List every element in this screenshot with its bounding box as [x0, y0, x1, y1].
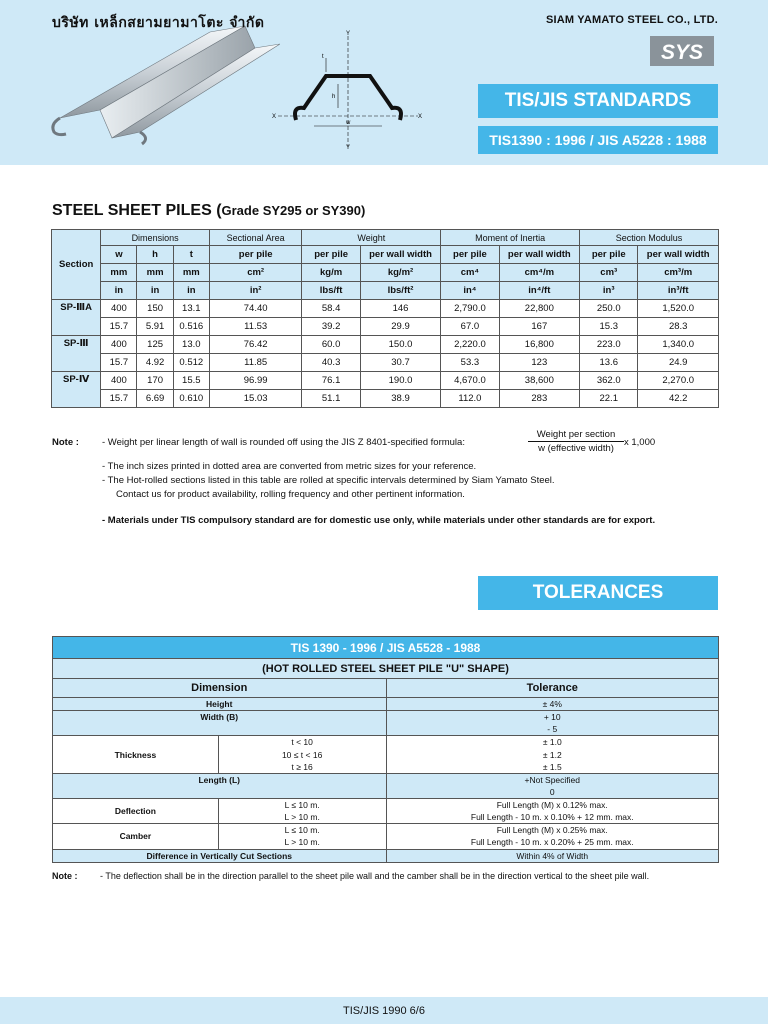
tolerance-table: [52, 636, 719, 863]
cell: 146: [360, 300, 440, 318]
row-label: Height: [53, 698, 387, 711]
company-thai-name: บริษัท เหล็กสยามยามาโตะ จำกัด: [52, 15, 265, 31]
table-row: [52, 300, 719, 318]
cell: 0.610: [173, 390, 209, 408]
cell: 123: [499, 354, 579, 372]
tolerance-subtitle: (HOT ROLLED STEEL SHEET PILE "U" SHAPE): [53, 659, 719, 679]
sheet-pile-illustration: [40, 20, 280, 155]
cell: 11.85: [209, 354, 302, 372]
dim-h-label: h: [332, 94, 336, 100]
note-label: Note :: [52, 437, 79, 448]
unit-inch: in: [101, 282, 137, 300]
standards-subtitle: TIS1390 : 1996 / JIS A5228 : 1988: [478, 126, 718, 154]
cell: 15.7: [101, 318, 137, 336]
footer-text: TIS/JIS 1990 6/6: [343, 1005, 425, 1017]
cell: L > 10 m.: [218, 811, 386, 824]
cell: 1,520.0: [638, 300, 719, 318]
cell: 22.1: [580, 390, 638, 408]
cell: ± 4%: [386, 698, 719, 711]
cell: 58.4: [302, 300, 360, 318]
sys-logo: [650, 36, 714, 66]
cell: t ≥ 16: [218, 761, 386, 774]
unit-metric: mm: [101, 264, 137, 282]
section-profile-diagram: [268, 28, 428, 150]
sub-header: h: [137, 246, 173, 264]
cell: ± 1.0: [386, 736, 719, 749]
cell: 125: [137, 336, 173, 354]
section-name: SP-ⅢA: [52, 300, 101, 336]
cell: Within 4% of Width: [386, 849, 719, 862]
table-row: [53, 723, 719, 736]
tolerance-note-text: - The deflection shall be in the direction parallel to the sheet pile wall and the camber shall be in the direction vertical to the sheet pile wall.: [100, 871, 650, 881]
cell: 150: [137, 300, 173, 318]
cell: 42.2: [638, 390, 719, 408]
col-section: Section: [52, 230, 101, 300]
row-label: Length (L): [53, 773, 387, 786]
note-line: Contact us for product availability, rolling frequency and other pertinent information.: [116, 489, 465, 500]
cell: ± 1.5: [386, 761, 719, 774]
company-name: SIAM YAMATO STEEL CO., LTD.: [545, 14, 718, 26]
cell: 190.0: [360, 372, 440, 390]
cell: Full Length - 10 m. x 0.20% + 25 mm. max.: [386, 836, 719, 849]
cell: 16,800: [499, 336, 579, 354]
sheet-piles-heading: [52, 202, 365, 220]
row-label: Difference in Vertically Cut Sections: [53, 849, 387, 862]
unit-metric: mm: [137, 264, 173, 282]
cell: 4.92: [137, 354, 173, 372]
cell: 53.3: [441, 354, 499, 372]
cell: 150.0: [360, 336, 440, 354]
formula-fraction: [528, 428, 624, 456]
row-label-empty: [53, 723, 387, 736]
cell: 112.0: [441, 390, 499, 408]
cell: 13.6: [580, 354, 638, 372]
cell: 2,220.0: [441, 336, 499, 354]
col-sectional-area: Sectional Area: [209, 230, 302, 246]
cell: ± 1.2: [386, 748, 719, 761]
table-row: [53, 799, 719, 812]
cell: - 5: [386, 723, 719, 736]
col-weight: Weight: [302, 230, 441, 246]
sub-header: per pile: [441, 246, 499, 264]
cell: 96.99: [209, 372, 302, 390]
col-moment: Moment of Inertia: [441, 230, 580, 246]
cell: 167: [499, 318, 579, 336]
table-row: [53, 849, 719, 862]
row-label: Camber: [53, 824, 219, 849]
table-row: [53, 773, 719, 786]
tolerance-note-label: Note :: [52, 871, 78, 881]
cell: 28.3: [638, 318, 719, 336]
cell: 15.7: [101, 390, 137, 408]
cell: 24.9: [638, 354, 719, 372]
cell: 39.2: [302, 318, 360, 336]
row-label-empty: [53, 786, 387, 799]
cell: 223.0: [580, 336, 638, 354]
cell: 0: [386, 786, 719, 799]
sub-header: per wall width: [360, 246, 440, 264]
table-row: [52, 336, 719, 354]
cell: L ≤ 10 m.: [218, 799, 386, 812]
cell: 22,800: [499, 300, 579, 318]
unit-inch: in: [137, 282, 173, 300]
fraction-numerator: Weight per section: [528, 428, 624, 442]
table-row: [53, 786, 719, 799]
dim-t-label: t: [322, 54, 324, 60]
cell: 38,600: [499, 372, 579, 390]
cell: 15.03: [209, 390, 302, 408]
sub-header: t: [173, 246, 209, 264]
cell: 74.40: [209, 300, 302, 318]
cell: 2,270.0: [638, 372, 719, 390]
cell: 400: [101, 300, 137, 318]
unit-metric: cm²: [209, 264, 302, 282]
col-modulus: Section Modulus: [580, 230, 719, 246]
table-row: [52, 318, 719, 336]
unit-inch: in³: [580, 282, 638, 300]
cell: 283: [499, 390, 579, 408]
table-row: [53, 736, 719, 749]
unit-metric: cm³: [580, 264, 638, 282]
cell: 170: [137, 372, 173, 390]
col-tolerance: Tolerance: [386, 679, 719, 698]
cell: 15.5: [173, 372, 209, 390]
unit-inch: in: [173, 282, 209, 300]
unit-metric: cm⁴/m: [499, 264, 579, 282]
table-row: [53, 711, 719, 724]
cell: 0.512: [173, 354, 209, 372]
cell: 76.1: [302, 372, 360, 390]
sub-header: per pile: [580, 246, 638, 264]
note-line: - The Hot-rolled sections listed in this table are rolled at specific intervals determined by Siam Yamato Steel.: [102, 475, 555, 486]
footer: [0, 997, 768, 1024]
cell: Full Length (M) x 0.12% max.: [386, 799, 719, 812]
sheet-piles-heading-text: STEEL SHEET PILES (: [52, 202, 222, 219]
table-row: [52, 354, 719, 372]
unit-metric: kg/m: [302, 264, 360, 282]
cell: 29.9: [360, 318, 440, 336]
cell: 400: [101, 336, 137, 354]
cell: 2,790.0: [441, 300, 499, 318]
cell: 250.0: [580, 300, 638, 318]
cell: +Not Specified: [386, 773, 719, 786]
section-name: SP-Ⅲ: [52, 336, 101, 372]
sub-header: per pile: [209, 246, 302, 264]
tolerance-note: [52, 871, 649, 881]
sub-header: w: [101, 246, 137, 264]
row-label: Deflection: [53, 799, 219, 824]
note-line-bold: - Materials under TIS compulsory standard are for domestic use only, while materials under other standards are for export.: [102, 515, 656, 526]
cell: 13.1: [173, 300, 209, 318]
unit-metric: cm³/m: [638, 264, 719, 282]
unit-inch: lbs/ft: [302, 282, 360, 300]
logo-text: SYS: [660, 41, 704, 64]
cell: 4,670.0: [441, 372, 499, 390]
cell: 40.3: [302, 354, 360, 372]
cell: Full Length (M) x 0.25% max.: [386, 824, 719, 837]
cell: 5.91: [137, 318, 173, 336]
note-line: - The inch sizes printed in dotted area are converted from metric sizes for your reference.: [102, 461, 477, 472]
table-row: [52, 372, 719, 390]
unit-inch: lbs/ft²: [360, 282, 440, 300]
sheet-pile-table: [51, 229, 719, 408]
cell: 30.7: [360, 354, 440, 372]
dim-w-label: w: [346, 120, 351, 126]
row-label: Width (B): [53, 711, 387, 724]
cell: 67.0: [441, 318, 499, 336]
sub-header: per wall width: [499, 246, 579, 264]
grade-text: Grade SY295 or SY390): [221, 203, 366, 218]
tolerance-standard: TIS 1390 - 1996 / JIS A5528 - 1988: [53, 637, 719, 659]
unit-metric: kg/m²: [360, 264, 440, 282]
unit-inch: in³/ft: [638, 282, 719, 300]
cell: 362.0: [580, 372, 638, 390]
cell: 76.42: [209, 336, 302, 354]
cell: 11.53: [209, 318, 302, 336]
cell: 0.516: [173, 318, 209, 336]
cell: 13.0: [173, 336, 209, 354]
axis-x-left: X: [272, 114, 277, 120]
unit-inch: in⁴: [441, 282, 499, 300]
table-row: [53, 698, 719, 711]
unit-inch: in⁴/ft: [499, 282, 579, 300]
cell: Full Length - 10 m. x 0.10% + 12 mm. max.: [386, 811, 719, 824]
col-dimensions: Dimensions: [101, 230, 210, 246]
standards-title: TIS/JIS STANDARDS: [478, 84, 718, 118]
cell: 15.3: [580, 318, 638, 336]
sub-header: per wall width: [638, 246, 719, 264]
cell: 15.7: [101, 354, 137, 372]
table-row: [53, 824, 719, 837]
unit-metric: mm: [173, 264, 209, 282]
cell: 60.0: [302, 336, 360, 354]
cell: L > 10 m.: [218, 836, 386, 849]
unit-metric: cm⁴: [441, 264, 499, 282]
cell: 1,340.0: [638, 336, 719, 354]
header-band: [0, 0, 768, 165]
sub-header: per pile: [302, 246, 360, 264]
axis-y-bottom: Y: [346, 145, 351, 150]
cell: + 10: [386, 711, 719, 724]
tolerances-title: TOLERANCES: [478, 576, 718, 610]
cell: t < 10: [218, 736, 386, 749]
row-label: Thickness: [53, 736, 219, 774]
cell: 51.1: [302, 390, 360, 408]
unit-inch: in²: [209, 282, 302, 300]
col-dimension: Dimension: [53, 679, 387, 698]
fraction-denominator: w (effective width): [538, 443, 614, 454]
cell: 400: [101, 372, 137, 390]
cell: 6.69: [137, 390, 173, 408]
note-line: - Weight per linear length of wall is rounded off using the JIS Z 8401-specified formula:: [102, 437, 465, 448]
axis-y-top: Y: [346, 31, 351, 37]
cell: 38.9: [360, 390, 440, 408]
table-row: [52, 390, 719, 408]
formula-multiplier: x 1,000: [624, 437, 656, 448]
cell: 10 ≤ t < 16: [218, 748, 386, 761]
axis-x-right: X: [418, 114, 423, 120]
section-name: SP-Ⅳ: [52, 372, 101, 408]
cell: L ≤ 10 m.: [218, 824, 386, 837]
